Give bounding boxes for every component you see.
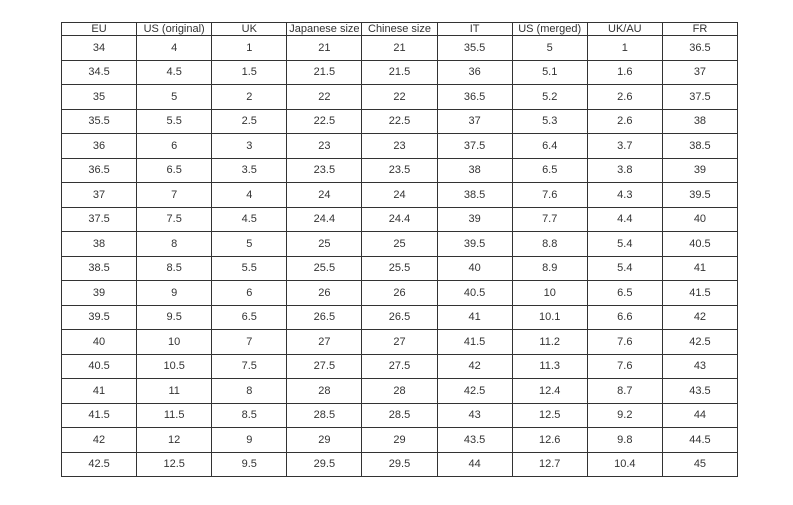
table-cell: 36.5 xyxy=(662,36,737,61)
table-cell: 35.5 xyxy=(437,36,512,61)
table-cell: 6 xyxy=(137,134,212,159)
table-cell: 42 xyxy=(662,305,737,330)
table-cell: 38 xyxy=(437,158,512,183)
table-cell: 34.5 xyxy=(62,60,137,85)
table-cell: 41.5 xyxy=(62,403,137,428)
table-cell: 4.3 xyxy=(587,183,662,208)
table-cell: 5 xyxy=(137,85,212,110)
table-cell: 41 xyxy=(437,305,512,330)
table-row xyxy=(62,85,738,110)
table-cell: 43.5 xyxy=(662,379,737,404)
table-cell: 5.2 xyxy=(512,85,587,110)
shoe-size-conversion-table xyxy=(61,22,738,477)
table-cell: 24 xyxy=(287,183,362,208)
table-cell: 6.6 xyxy=(587,305,662,330)
table-cell: 2.6 xyxy=(587,85,662,110)
table-cell: 27.5 xyxy=(287,354,362,379)
table-cell: 43 xyxy=(437,403,512,428)
table-cell: 28.5 xyxy=(362,403,437,428)
table-cell: 40 xyxy=(437,256,512,281)
table-row xyxy=(62,109,738,134)
table-cell: 3 xyxy=(212,134,287,159)
table-cell: 35.5 xyxy=(62,109,137,134)
table-cell: 5.1 xyxy=(512,60,587,85)
table-cell: 23.5 xyxy=(362,158,437,183)
table-cell: 25 xyxy=(362,232,437,257)
table-cell: 39 xyxy=(662,158,737,183)
table-cell: 6 xyxy=(212,281,287,306)
table-cell: 40.5 xyxy=(662,232,737,257)
table-cell: 10.1 xyxy=(512,305,587,330)
table-cell: 38.5 xyxy=(62,256,137,281)
table-cell: 39.5 xyxy=(662,183,737,208)
table-body xyxy=(62,36,738,477)
table-cell: 8.5 xyxy=(137,256,212,281)
table-cell: 12.7 xyxy=(512,452,587,477)
table-cell: 41 xyxy=(662,256,737,281)
table-cell: 40 xyxy=(62,330,137,355)
table-cell: 26 xyxy=(362,281,437,306)
table-cell: 29 xyxy=(362,428,437,453)
table-cell: 7.5 xyxy=(212,354,287,379)
column-header: Chinese size xyxy=(362,23,437,36)
table-cell: 38.5 xyxy=(437,183,512,208)
table-row xyxy=(62,256,738,281)
table-cell: 21.5 xyxy=(287,60,362,85)
table-cell: 44.5 xyxy=(662,428,737,453)
table-cell: 43.5 xyxy=(437,428,512,453)
table-cell: 41.5 xyxy=(662,281,737,306)
table-cell: 40.5 xyxy=(437,281,512,306)
column-header: FR xyxy=(662,23,737,36)
table-cell: 6.5 xyxy=(212,305,287,330)
table-cell: 10.5 xyxy=(137,354,212,379)
table-row xyxy=(62,452,738,477)
table-cell: 12.5 xyxy=(512,403,587,428)
table-cell: 29.5 xyxy=(362,452,437,477)
table-cell: 3.7 xyxy=(587,134,662,159)
table-cell: 40.5 xyxy=(62,354,137,379)
table-cell: 24.4 xyxy=(362,207,437,232)
table-cell: 9.5 xyxy=(137,305,212,330)
table-cell: 2.5 xyxy=(212,109,287,134)
table-cell: 6.4 xyxy=(512,134,587,159)
table-cell: 11.2 xyxy=(512,330,587,355)
column-header: US (merged) xyxy=(512,23,587,36)
table-cell: 12.6 xyxy=(512,428,587,453)
table-row xyxy=(62,207,738,232)
table-cell: 26.5 xyxy=(287,305,362,330)
table-row xyxy=(62,134,738,159)
table-head xyxy=(62,23,738,36)
table-cell: 36.5 xyxy=(437,85,512,110)
table-cell: 24 xyxy=(362,183,437,208)
table-cell: 9.5 xyxy=(212,452,287,477)
table-row xyxy=(62,158,738,183)
table-cell: 5.4 xyxy=(587,256,662,281)
table-cell: 26 xyxy=(287,281,362,306)
table-cell: 35 xyxy=(62,85,137,110)
table-cell: 12.4 xyxy=(512,379,587,404)
table-cell: 44 xyxy=(437,452,512,477)
table-cell: 28 xyxy=(362,379,437,404)
table-cell: 9.8 xyxy=(587,428,662,453)
table-cell: 41.5 xyxy=(437,330,512,355)
table-cell: 6.5 xyxy=(587,281,662,306)
table-cell: 4 xyxy=(212,183,287,208)
table-cell: 5.4 xyxy=(587,232,662,257)
table-row xyxy=(62,36,738,61)
table-cell: 1 xyxy=(212,36,287,61)
table-cell: 23 xyxy=(287,134,362,159)
table-cell: 24.4 xyxy=(287,207,362,232)
table-cell: 4.5 xyxy=(212,207,287,232)
table-cell: 23 xyxy=(362,134,437,159)
table-cell: 44 xyxy=(662,403,737,428)
table-cell: 43 xyxy=(662,354,737,379)
table-cell: 38.5 xyxy=(662,134,737,159)
table-cell: 36 xyxy=(437,60,512,85)
table-cell: 10 xyxy=(137,330,212,355)
table-row xyxy=(62,428,738,453)
table-cell: 39 xyxy=(437,207,512,232)
table-cell: 1.5 xyxy=(212,60,287,85)
table-cell: 22 xyxy=(287,85,362,110)
table-cell: 42 xyxy=(437,354,512,379)
table-cell: 37 xyxy=(62,183,137,208)
table-cell: 37 xyxy=(437,109,512,134)
table-cell: 10 xyxy=(512,281,587,306)
table-cell: 11.3 xyxy=(512,354,587,379)
table-cell: 10.4 xyxy=(587,452,662,477)
table-cell: 1.6 xyxy=(587,60,662,85)
table-cell: 7.6 xyxy=(587,354,662,379)
table-cell: 37.5 xyxy=(437,134,512,159)
column-header: IT xyxy=(437,23,512,36)
table-cell: 8 xyxy=(137,232,212,257)
table-cell: 3.5 xyxy=(212,158,287,183)
table-cell: 36 xyxy=(62,134,137,159)
table-cell: 27 xyxy=(362,330,437,355)
table-cell: 4.4 xyxy=(587,207,662,232)
table-cell: 42.5 xyxy=(662,330,737,355)
table-cell: 37.5 xyxy=(662,85,737,110)
table-cell: 1 xyxy=(587,36,662,61)
table-cell: 42.5 xyxy=(62,452,137,477)
table-cell: 21 xyxy=(287,36,362,61)
table-cell: 7 xyxy=(137,183,212,208)
table-cell: 12 xyxy=(137,428,212,453)
table-cell: 34 xyxy=(62,36,137,61)
table-cell: 9 xyxy=(137,281,212,306)
table-cell: 37.5 xyxy=(62,207,137,232)
table-cell: 25 xyxy=(287,232,362,257)
table-cell: 9 xyxy=(212,428,287,453)
table-cell: 25.5 xyxy=(362,256,437,281)
table-cell: 7.6 xyxy=(587,330,662,355)
table-row xyxy=(62,330,738,355)
table-cell: 2.6 xyxy=(587,109,662,134)
table-row xyxy=(62,403,738,428)
table-cell: 5 xyxy=(512,36,587,61)
table-cell: 7.7 xyxy=(512,207,587,232)
column-header: Japanese size xyxy=(287,23,362,36)
table-cell: 11.5 xyxy=(137,403,212,428)
table-cell: 21.5 xyxy=(362,60,437,85)
table-cell: 37 xyxy=(662,60,737,85)
table-cell: 26.5 xyxy=(362,305,437,330)
table-cell: 27.5 xyxy=(362,354,437,379)
table-row xyxy=(62,281,738,306)
table-cell: 6.5 xyxy=(137,158,212,183)
table-cell: 23.5 xyxy=(287,158,362,183)
table-cell: 39 xyxy=(62,281,137,306)
table-cell: 38 xyxy=(62,232,137,257)
table-cell: 45 xyxy=(662,452,737,477)
table-cell: 7 xyxy=(212,330,287,355)
table-cell: 29.5 xyxy=(287,452,362,477)
table-cell: 21 xyxy=(362,36,437,61)
table-cell: 41 xyxy=(62,379,137,404)
table-cell: 8 xyxy=(212,379,287,404)
table-cell: 3.8 xyxy=(587,158,662,183)
table-cell: 4.5 xyxy=(137,60,212,85)
table-cell: 28 xyxy=(287,379,362,404)
table-cell: 4 xyxy=(137,36,212,61)
table-cell: 39.5 xyxy=(437,232,512,257)
table-row xyxy=(62,354,738,379)
table-cell: 22.5 xyxy=(287,109,362,134)
table-row xyxy=(62,183,738,208)
table-cell: 5.5 xyxy=(137,109,212,134)
table-cell: 7.6 xyxy=(512,183,587,208)
table-cell: 9.2 xyxy=(587,403,662,428)
table-cell: 7.5 xyxy=(137,207,212,232)
column-header: US (original) xyxy=(137,23,212,36)
table-cell: 29 xyxy=(287,428,362,453)
table-cell: 36.5 xyxy=(62,158,137,183)
table-cell: 25.5 xyxy=(287,256,362,281)
table-cell: 27 xyxy=(287,330,362,355)
table-cell: 2 xyxy=(212,85,287,110)
table-cell: 8.9 xyxy=(512,256,587,281)
table-cell: 42.5 xyxy=(437,379,512,404)
table-cell: 38 xyxy=(662,109,737,134)
table-cell: 5 xyxy=(212,232,287,257)
column-header: UK/AU xyxy=(587,23,662,36)
table-cell: 11 xyxy=(137,379,212,404)
column-header: UK xyxy=(212,23,287,36)
table-row xyxy=(62,379,738,404)
table-cell: 40 xyxy=(662,207,737,232)
table-cell: 22.5 xyxy=(362,109,437,134)
table-cell: 28.5 xyxy=(287,403,362,428)
table-cell: 8.5 xyxy=(212,403,287,428)
table-cell: 8.7 xyxy=(587,379,662,404)
table-header-row xyxy=(62,23,738,36)
table-cell: 22 xyxy=(362,85,437,110)
table-cell: 12.5 xyxy=(137,452,212,477)
table-cell: 39.5 xyxy=(62,305,137,330)
table-row xyxy=(62,60,738,85)
table-cell: 5.3 xyxy=(512,109,587,134)
table-cell: 42 xyxy=(62,428,137,453)
column-header: EU xyxy=(62,23,137,36)
table-cell: 5.5 xyxy=(212,256,287,281)
table-cell: 8.8 xyxy=(512,232,587,257)
table-row xyxy=(62,232,738,257)
table-row xyxy=(62,305,738,330)
table-cell: 6.5 xyxy=(512,158,587,183)
